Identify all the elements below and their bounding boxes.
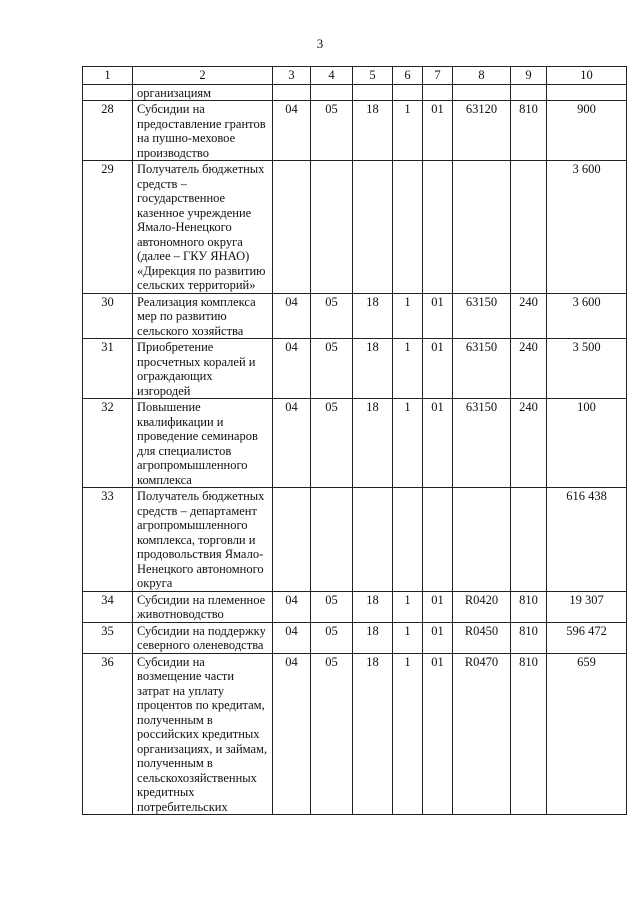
cell-amount: 19 307 [547, 591, 627, 622]
cell-col3: 04 [273, 293, 311, 339]
cell-col9: 810 [511, 622, 547, 653]
continuation-text: организациям [133, 84, 273, 101]
cell-col3: 04 [273, 591, 311, 622]
cell-col6: 1 [393, 591, 423, 622]
cell-col7: 01 [423, 591, 453, 622]
row-number: 33 [83, 488, 133, 592]
cell-col8: 63150 [453, 399, 511, 488]
row-number: 31 [83, 339, 133, 399]
table-row [83, 591, 627, 622]
cell-col8 [453, 161, 511, 294]
cell-amount: 3 600 [547, 161, 627, 294]
cell-col4: 05 [311, 653, 353, 815]
column-header: 6 [393, 67, 423, 85]
cell-col5 [353, 161, 393, 294]
row-number: 29 [83, 161, 133, 294]
cell-col3: 04 [273, 653, 311, 815]
row-number: 36 [83, 653, 133, 815]
table-row [83, 653, 627, 815]
continuation-row [83, 84, 627, 101]
cell-col8: 63120 [453, 101, 511, 161]
cell-amount: 900 [547, 101, 627, 161]
cell-col5: 18 [353, 399, 393, 488]
row-name: Субсидии на поддержку северного оленеводства [133, 622, 273, 653]
cell-col9 [511, 488, 547, 592]
column-header: 1 [83, 67, 133, 85]
cell-col6: 1 [393, 622, 423, 653]
column-header: 3 [273, 67, 311, 85]
table-row [83, 293, 627, 339]
cell-amount: 596 472 [547, 622, 627, 653]
cell-col5: 18 [353, 339, 393, 399]
cell-col9: 240 [511, 293, 547, 339]
cell-col7: 01 [423, 653, 453, 815]
cell-col3: 04 [273, 339, 311, 399]
cell-col6: 1 [393, 653, 423, 815]
row-number: 30 [83, 293, 133, 339]
cell-col6: 1 [393, 399, 423, 488]
row-name: Получатель бюджетных средств – департамент агропромышленного комплекса, торговли и продовольствия Ямало-Ненецкого автономного округа [133, 488, 273, 592]
table-body [83, 84, 627, 815]
row-number: 34 [83, 591, 133, 622]
table-row [83, 339, 627, 399]
column-header: 9 [511, 67, 547, 85]
row-name: Субсидии на возмещение части затрат на уплату процентов по кредитам, полученным в российских кредитных организациях, и займам, полученным в сельскохозяйственных кредитных потребительских [133, 653, 273, 815]
row-name: Повышение квалификации и проведение семинаров для специалистов агропромышленного комплекса [133, 399, 273, 488]
cell-amount: 100 [547, 399, 627, 488]
cell-col3 [273, 488, 311, 592]
column-header: 2 [133, 67, 273, 85]
cell-col5: 18 [353, 653, 393, 815]
cell-col6 [393, 488, 423, 592]
table-row [83, 399, 627, 488]
cell-col5: 18 [353, 293, 393, 339]
cell-col7: 01 [423, 339, 453, 399]
row-name: Реализация комплекса мер по развитию сельского хозяйства [133, 293, 273, 339]
cell-col7: 01 [423, 622, 453, 653]
column-header: 7 [423, 67, 453, 85]
cell-col5: 18 [353, 101, 393, 161]
cell-col8: R0450 [453, 622, 511, 653]
cell-col8 [453, 488, 511, 592]
column-header: 8 [453, 67, 511, 85]
cell-col5: 18 [353, 622, 393, 653]
cell-amount: 659 [547, 653, 627, 815]
cell-col4: 05 [311, 591, 353, 622]
cell-col8: R0470 [453, 653, 511, 815]
cell-col9: 810 [511, 101, 547, 161]
row-number: 35 [83, 622, 133, 653]
column-header: 5 [353, 67, 393, 85]
cell-col7: 01 [423, 101, 453, 161]
cell-col7: 01 [423, 293, 453, 339]
cell-col7 [423, 161, 453, 294]
cell-col7 [423, 488, 453, 592]
cell-col9: 240 [511, 339, 547, 399]
cell-col3: 04 [273, 622, 311, 653]
cell-col4: 05 [311, 101, 353, 161]
cell-col4 [311, 488, 353, 592]
cell-amount: 3 500 [547, 339, 627, 399]
cell-col8: 63150 [453, 293, 511, 339]
cell-col4: 05 [311, 622, 353, 653]
cell-col6: 1 [393, 293, 423, 339]
row-name: Приобретение просчетных коралей и ограждающих изгородей [133, 339, 273, 399]
cell-col3: 04 [273, 399, 311, 488]
cell-col9: 240 [511, 399, 547, 488]
cell-col9 [511, 161, 547, 294]
cell-col4 [311, 161, 353, 294]
cell-col8: 63150 [453, 339, 511, 399]
cell-amount: 3 600 [547, 293, 627, 339]
cell-amount: 616 438 [547, 488, 627, 592]
column-header: 10 [547, 67, 627, 85]
cell-col6 [393, 161, 423, 294]
cell-col5: 18 [353, 591, 393, 622]
header-row [83, 67, 627, 85]
column-header: 4 [311, 67, 353, 85]
cell-col4: 05 [311, 293, 353, 339]
cell-col6: 1 [393, 339, 423, 399]
cell-col4: 05 [311, 339, 353, 399]
row-name: Получатель бюджетных средств – государственное казенное учреждение Ямало-Ненецкого автономного округа (далее – ГКУ ЯНАО) «Дирекция по развитию сельских территорий» [133, 161, 273, 294]
row-number: 28 [83, 101, 133, 161]
row-name: Субсидии на предоставление грантов на пушно-меховое производство [133, 101, 273, 161]
table-row [83, 622, 627, 653]
row-number: 32 [83, 399, 133, 488]
cell-col3: 04 [273, 101, 311, 161]
cell-col3 [273, 161, 311, 294]
table-row [83, 101, 627, 161]
table-row [83, 161, 627, 294]
cell-col8: R0420 [453, 591, 511, 622]
cell-col7: 01 [423, 399, 453, 488]
cell-col6: 1 [393, 101, 423, 161]
budget-table [82, 66, 627, 815]
cell-col4: 05 [311, 399, 353, 488]
cell-col9: 810 [511, 591, 547, 622]
page-number: 3 [316, 36, 324, 51]
cell-col9: 810 [511, 653, 547, 815]
cell-col5 [353, 488, 393, 592]
row-name: Субсидии на племенное животноводство [133, 591, 273, 622]
table-row [83, 488, 627, 592]
